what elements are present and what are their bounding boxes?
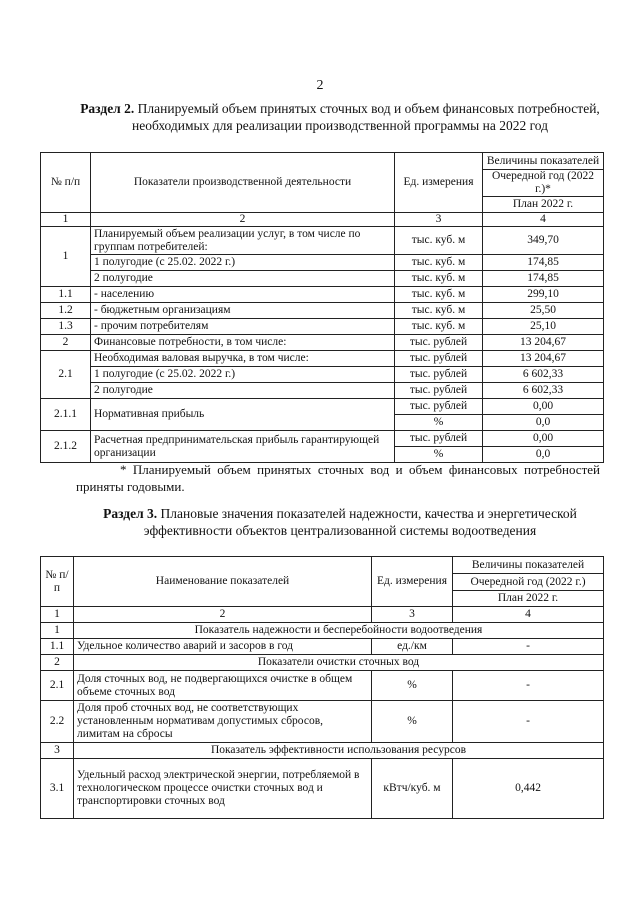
value-cell: 0,00: [483, 431, 604, 447]
indicator-name: Нормативная прибыль: [91, 399, 395, 431]
column-number: 2: [91, 213, 395, 227]
header-num: № п/п: [41, 153, 91, 213]
reliability-indicators-table: [40, 556, 604, 819]
unit-cell: тыс. куб. м: [395, 303, 483, 319]
section-title: Показатели очистки сточных вод: [74, 655, 604, 671]
table-row: [41, 383, 604, 399]
table-row: [41, 227, 604, 255]
row-number: 2: [41, 335, 91, 351]
header-values: Величины показателей: [453, 557, 604, 574]
column-number: 2: [74, 607, 372, 623]
header-indicator: Наименование показателей: [74, 557, 372, 607]
section-row: [41, 623, 604, 639]
unit-cell: %: [395, 447, 483, 463]
row-number: 2: [41, 655, 74, 671]
indicator-name: Удельный расход электрической энергии, потребляемой в технологическом процессе очистки сточных вод и транспортировки сточных вод: [74, 759, 372, 819]
section2-heading-label: Раздел 2.: [80, 101, 135, 116]
section2-heading-text: Планируемый объем принятых сточных вод и объем финансовых потребностей, необходимых для реализации производственной программы на 2022 год: [132, 101, 600, 133]
indicator-name: - населению: [91, 287, 395, 303]
value-cell: 174,85: [483, 271, 604, 287]
column-number: 4: [453, 607, 604, 623]
indicator-name: 2 полугодие: [91, 271, 395, 287]
production-indicators-table: [40, 152, 604, 463]
column-number: 1: [41, 607, 74, 623]
value-cell: 299,10: [483, 287, 604, 303]
row-number: 1.1: [41, 287, 91, 303]
indicator-name: Необходимая валовая выручка, в том числе:: [91, 351, 395, 367]
value-cell: 0,0: [483, 415, 604, 431]
value-cell: -: [453, 701, 604, 743]
header-values: Величины показателей: [483, 153, 604, 170]
unit-cell: тыс. куб. м: [395, 271, 483, 287]
unit-cell: ед./км: [372, 639, 453, 655]
indicator-name: - бюджетным организациям: [91, 303, 395, 319]
value-cell: 349,70: [483, 227, 604, 255]
row-number: 1.3: [41, 319, 91, 335]
indicator-name: Доля сточных вод, не подвергающихся очистке в общем объеме сточных вод: [74, 671, 372, 701]
section-row: [41, 743, 604, 759]
table-row: [41, 351, 604, 367]
table-row: [41, 399, 604, 415]
table-row: [41, 287, 604, 303]
row-number: 2.1: [41, 351, 91, 399]
row-number: 2.1.2: [41, 431, 91, 463]
section3-heading-text: Плановые значения показателей надежности, качества и энергетической эффективности объектов централизованной системы водоотведения: [143, 506, 577, 538]
unit-cell: кВтч/куб. м: [372, 759, 453, 819]
table-row: [41, 255, 604, 271]
table-row: [41, 671, 604, 701]
value-cell: 6 602,33: [483, 367, 604, 383]
table-row: [41, 303, 604, 319]
row-number: 1.2: [41, 303, 91, 319]
value-cell: 25,10: [483, 319, 604, 335]
table-row: [41, 431, 604, 447]
table-row: [41, 271, 604, 287]
column-number: 3: [372, 607, 453, 623]
indicator-name: Удельное количество аварий и засоров в год: [74, 639, 372, 655]
unit-cell: %: [372, 701, 453, 743]
row-number: 1: [41, 623, 74, 639]
value-cell: -: [453, 639, 604, 655]
indicator-name: 2 полугодие: [91, 383, 395, 399]
section3-heading-label: Раздел 3.: [103, 506, 158, 521]
value-cell: 13 204,67: [483, 351, 604, 367]
value-cell: -: [453, 671, 604, 701]
table-row: [41, 701, 604, 743]
value-cell: 174,85: [483, 255, 604, 271]
table-row: [41, 639, 604, 655]
section-title: Показатель надежности и бесперебойности водоотведения: [74, 623, 604, 639]
table-row: [41, 759, 604, 819]
header-unit: Ед. измерения: [372, 557, 453, 607]
section2-heading: [70, 100, 610, 134]
header-indicator: Показатели производственной деятельности: [91, 153, 395, 213]
table-row: [41, 335, 604, 351]
header-plan: План 2022 г.: [453, 591, 604, 607]
table-row: [41, 367, 604, 383]
unit-cell: тыс. куб. м: [395, 227, 483, 255]
header-next-year: Очередной год (2022 г.)*: [483, 170, 604, 197]
indicator-name: 1 полугодие (с 25.02. 2022 г.): [91, 367, 395, 383]
indicator-name: - прочим потребителям: [91, 319, 395, 335]
unit-cell: тыс. рублей: [395, 351, 483, 367]
header-unit: Ед. измерения: [395, 153, 483, 213]
value-cell: 25,50: [483, 303, 604, 319]
indicator-name: 1 полугодие (с 25.02. 2022 г.): [91, 255, 395, 271]
value-cell: 0,0: [483, 447, 604, 463]
value-cell: 0,442: [453, 759, 604, 819]
header-num: № п/п: [41, 557, 74, 607]
value-cell: 13 204,67: [483, 335, 604, 351]
row-number: 2.1.1: [41, 399, 91, 431]
page-number: 2: [316, 78, 324, 93]
value-cell: 0,00: [483, 399, 604, 415]
row-number: 3: [41, 743, 74, 759]
unit-cell: тыс. куб. м: [395, 287, 483, 303]
header-plan: План 2022 г.: [483, 197, 604, 213]
row-number: 1: [41, 227, 91, 287]
unit-cell: тыс. рублей: [395, 335, 483, 351]
table-footnote: * Планируемый объем принятых сточных вод и объем финансовых потребностей приняты годовыми.: [76, 462, 600, 494]
column-number: 4: [483, 213, 604, 227]
unit-cell: тыс. рублей: [395, 399, 483, 415]
value-cell: 6 602,33: [483, 383, 604, 399]
unit-cell: тыс. рублей: [395, 367, 483, 383]
row-number: 1.1: [41, 639, 74, 655]
table-row: [41, 319, 604, 335]
unit-cell: %: [395, 415, 483, 431]
row-number: 3.1: [41, 759, 74, 819]
header-next-year: Очередной год (2022 г.): [453, 574, 604, 591]
indicator-name: Финансовые потребности, в том числе:: [91, 335, 395, 351]
indicator-name: Доля проб сточных вод, не соответствующих установленным нормативам допустимых сбросов, лимитам на сбросы: [74, 701, 372, 743]
row-number: 2.1: [41, 671, 74, 701]
indicator-name: Планируемый объем реализации услуг, в том числе по группам потребителей:: [91, 227, 395, 255]
row-number: 2.2: [41, 701, 74, 743]
column-number: 1: [41, 213, 91, 227]
indicator-name: Расчетная предпринимательская прибыль гарантирующей организации: [91, 431, 395, 463]
unit-cell: тыс. рублей: [395, 431, 483, 447]
section-title: Показатель эффективности использования ресурсов: [74, 743, 604, 759]
unit-cell: тыс. рублей: [395, 383, 483, 399]
section-row: [41, 655, 604, 671]
column-number: 3: [395, 213, 483, 227]
unit-cell: %: [372, 671, 453, 701]
unit-cell: тыс. куб. м: [395, 319, 483, 335]
unit-cell: тыс. куб. м: [395, 255, 483, 271]
section3-heading: [70, 505, 610, 539]
